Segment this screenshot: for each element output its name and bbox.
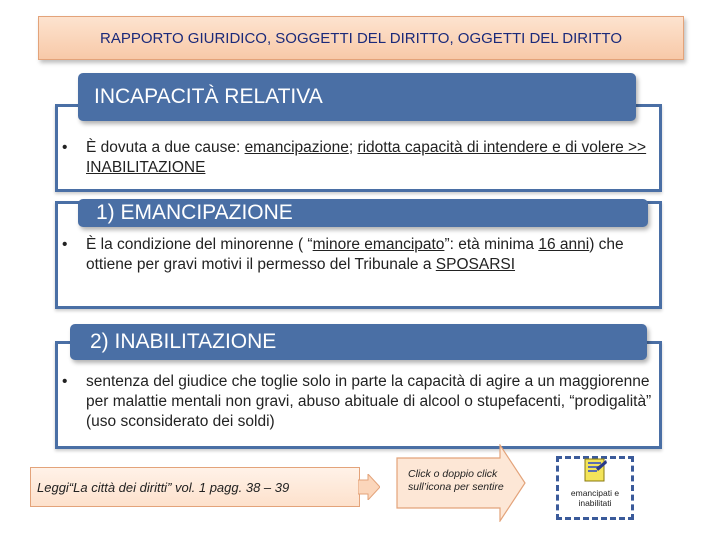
heading-inabilitazione (70, 324, 647, 360)
text-run: È dovuta a due cause: (86, 139, 245, 156)
heading-text: 2) INABILITAZIONE (90, 330, 277, 353)
underlined-term: emancipazione (244, 139, 349, 156)
heading-text: 1) EMANCIPAZIONE (96, 201, 293, 224)
underlined-term: SPOSARSI (435, 256, 516, 273)
paragraph: sentenza del giudice che toglie solo in parte la capacità di agire a un maggiorenne per malattie mentali non gravi, abuso abituale di alcool o stupefacenti, “prodigalità” (uso sconsiderato dei soldi) (86, 373, 652, 430)
bullet: • (62, 236, 68, 253)
arrow-right-icon (358, 474, 380, 500)
text-run: È la condizione del minorenne ( “ (86, 236, 313, 253)
document-icon[interactable] (582, 458, 608, 482)
section-text-inabilitazione (62, 372, 656, 432)
slide-title (38, 16, 684, 60)
heading-emancipazione (78, 199, 648, 227)
paragraph (62, 138, 656, 178)
heading-text: INCAPACITÀ RELATIVA (94, 85, 323, 108)
reading-reference-text: Leggi“La città dei diritti” vol. 1 pagg. 38 – 39 (37, 479, 290, 495)
text-run: ; (348, 139, 358, 156)
text-run: ”: età minima (444, 236, 539, 253)
reading-reference (30, 467, 360, 507)
paragraph (62, 235, 656, 275)
underlined-term: 16 anni (538, 236, 590, 253)
bullet: • (62, 373, 68, 390)
text-run: ) che ottiene per gravi motivi il permesso del Tribunale a (86, 236, 624, 273)
slide-title-text: RAPPORTO GIURIDICO, SOGGETTI DEL DIRITTO, OGGETTI DEL DIRITTO (99, 29, 622, 47)
underlined-term: minore emancipato (312, 236, 445, 253)
section-text-emancipazione (62, 235, 656, 275)
callout-text: Click o doppio click sull’icona per sentire (408, 468, 504, 493)
bullet: • (62, 139, 68, 156)
underlined-term: ridotta capacità di intendere e di volere >> INABILITAZIONE (86, 139, 647, 176)
heading-incapacita-relativa (78, 73, 636, 121)
attachment-label[interactable]: emancipati e inabilitati (570, 488, 620, 508)
section-text-incapacita (62, 138, 656, 178)
